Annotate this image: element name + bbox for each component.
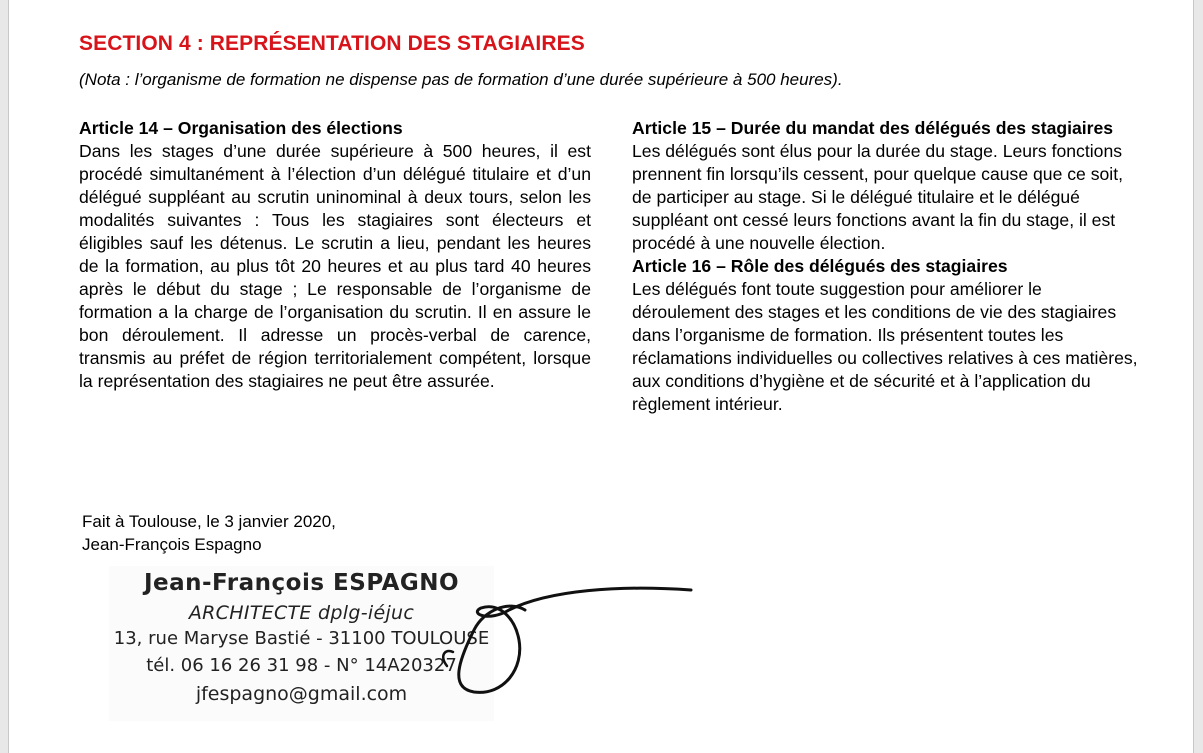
stamp-address: 13, rue Maryse Bastié - 31100 TOULOUSE <box>113 628 490 649</box>
article-14-title: Article 14 – Organisation des élections <box>79 118 403 138</box>
handwritten-signature <box>429 570 699 700</box>
stamp-email: jfespagno@gmail.com <box>195 683 408 705</box>
stamp-name: Jean-François ESPAGNO <box>143 570 460 596</box>
stamp-phone: tél. 06 16 26 31 98 - N° 14A20327 <box>146 655 457 676</box>
article-16-title: Article 16 – Rôle des délégués des stagiaires <box>632 256 1008 276</box>
section-title: SECTION 4 : REPRÉSENTATION DES STAGIAIRES <box>79 32 585 55</box>
article-16 <box>632 255 1140 416</box>
right-column <box>632 117 1140 416</box>
article-15-title: Article 15 – Durée du mandat des délégués des stagiaires <box>632 118 1114 138</box>
article-14-body: Dans les stages d’une durée supérieure à 500 heures, il est procédé simultanément à l’élection d’un délégué titulaire et d’un délégué suppléant au scrutin uninominal à deux tours, selon les modalités suivantes : Tous les stagiaires sont électeurs et éligibles sauf les détenus. Le scrutin a lieu, pendant les heures de la formation, au plus tôt 20 heures et au plus tard 40 heures après le début du stage ; Le responsable de l’organisme de formation a la charge de l’organisation du scrutin. Il en assure le bon déroulement. Il adresse un procès-verbal de carence, transmis au préfet de région territorialement compétent, lorsque la représentation des stagiaires ne peut être assurée. <box>79 141 591 391</box>
article-15 <box>632 117 1140 255</box>
place-date: Fait à Toulouse, le 3 janvier 2020, <box>82 512 336 531</box>
nota-text: (Nota : l’organisme de formation ne dispense pas de formation d’une durée supérieure à 500 heures). <box>79 70 843 89</box>
document-page <box>8 0 1194 753</box>
stamp-title: ARCHITECTE dplg-iéjuc <box>188 602 415 624</box>
article-15-body: Les délégués sont élus pour la durée du stage. Leurs fonctions prennent fin lorsqu’ils cessent, pour quelque cause que ce soit, de participer au stage. Si le délégué titulaire et le délégué suppléant ont cessé leurs fonctions avant la fin du stage, il est procédé à une nouvelle élection. <box>632 141 1123 253</box>
signer-name: Jean-François Espagno <box>82 535 262 554</box>
signature-block <box>82 510 336 556</box>
left-column <box>79 117 591 393</box>
article-14 <box>79 117 591 393</box>
article-16-body: Les délégués font toute suggestion pour améliorer le déroulement des stages et les conditions de vie des stagiaires dans l’organisme de formation. Ils présentent toutes les réclamations individuelles ou collectives relatives à ces matières, aux conditions d’hygiène et de sécurité et à l’application du règlement intérieur. <box>632 279 1138 414</box>
